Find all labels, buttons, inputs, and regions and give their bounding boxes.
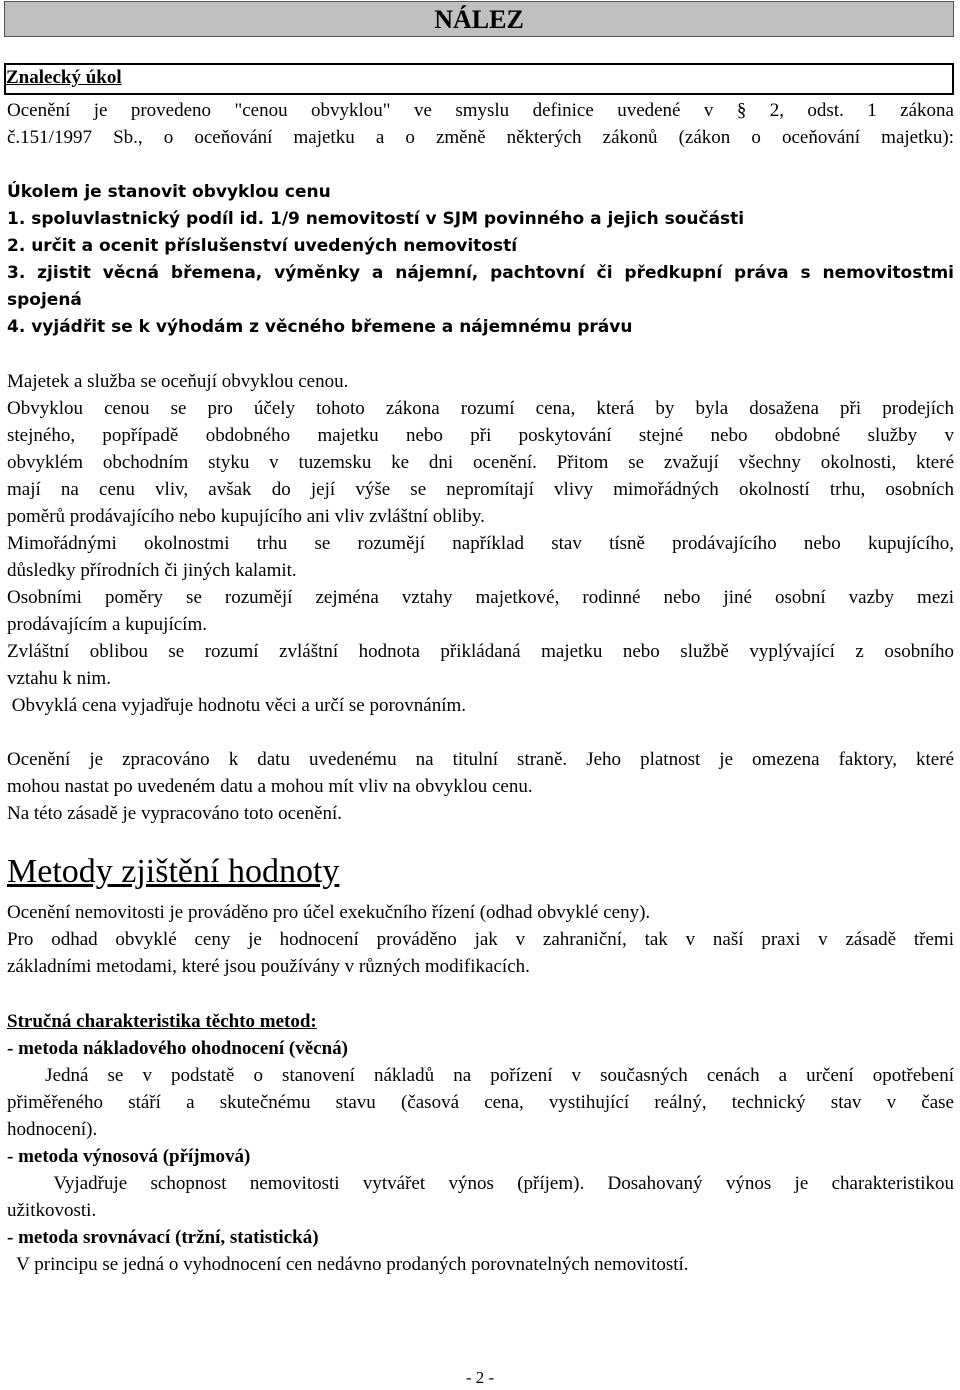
task-item-3-cont: spojená xyxy=(7,290,82,310)
body-line: Obvyklá cena vyjadřuje hodnotu věci a určí se porovnáním. xyxy=(7,695,467,716)
body-line: mohou nastat po uvedeném datu a mohou mít vliv na obvyklou cenu. xyxy=(7,776,533,797)
task-item-3: 3. zjistit věcná břemena, výměnky a nájemní, pachtovní či předkupní práva s nemovitostmi xyxy=(7,263,954,283)
income-method-title: - metoda výnosová (příjmová) xyxy=(7,1146,251,1167)
body-line: Majetek a služba se oceňují obvyklou cenou. xyxy=(7,371,349,392)
cost-method-title: - metoda nákladového ohodnocení (věcná) xyxy=(7,1038,348,1059)
body-line: Osobními poměry se rozumějí zejména vztahy majetkové, rodinné nebo jiné osobní vazby mezi xyxy=(7,587,954,608)
cost-method-line: hodnocení). xyxy=(7,1119,98,1140)
body-line: poměrů prodávajícího nebo kupujícího ani vliv zvláštní obliby. xyxy=(7,506,485,527)
intro-line-1: Ocenění je provedeno "cenou obvyklou" ve smyslu definice uvedené v § 2, odst. 1 zákona xyxy=(7,100,954,121)
cost-method-line: přiměřeného stáří a skutečnému stavu (časová cena, vystihující reálný, technický stav v čase xyxy=(7,1092,954,1113)
task-item-1: 1. spoluvlastnický podíl id. 1/9 nemovitostí v SJM povinného a jejich součásti xyxy=(7,209,745,229)
methods-subheading: Stručná charakteristika těchto metod: xyxy=(7,1011,317,1032)
cost-method-line: Jedná se v podstatě o stanovení nákladů na pořízení v současných cenách a určení opotřebení xyxy=(7,1065,954,1086)
page-title: NÁLEZ xyxy=(4,1,954,37)
body-line: Obvyklou cenou se pro účely tohoto zákona rozumí cena, která by byla dosažena při prodejích xyxy=(7,398,954,419)
intro-line-2: č.151/1997 Sb., o oceňování majetku a o změně některých zákonů (zákon o oceňování majetku): xyxy=(7,127,954,148)
page-number: - 2 - xyxy=(465,1368,495,1387)
body-line: vztahu k nim. xyxy=(7,668,111,689)
body-line: Zvláštní oblibou se rozumí zvláštní hodnota přikládaná majetku nebo službě vyplývající z osobního xyxy=(7,641,954,662)
body-line: Ocenění je zpracováno k datu uvedenému na titulní straně. Jeho platnost je omezena faktory, které xyxy=(7,749,954,770)
body-line: Mimořádnými okolnostmi trhu se rozumějí například stav tísně prodávajícího nebo kupujícího, xyxy=(7,533,954,554)
compare-method-line: V principu se jedná o vyhodnocení cen nedávno prodaných porovnatelných nemovitostí. xyxy=(7,1254,689,1275)
methods-line: základními metodami, které jsou používány v různých modifikacích. xyxy=(7,956,530,977)
body-line: důsledky přírodních či jiných kalamit. xyxy=(7,560,297,581)
task-heading: Znalecký úkol xyxy=(6,67,122,88)
task-heading-box xyxy=(4,63,954,95)
task-item-2: 2. určit a ocenit příslušenství uvedených nemovitostí xyxy=(7,236,518,256)
methods-heading: Metody zjištění hodnoty xyxy=(7,853,340,890)
income-method-line: užitkovosti. xyxy=(7,1200,97,1221)
income-method-line: Vyjadřuje schopnost nemovitosti vytvářet výnos (příjem). Dosahovaný výnos je charakteristikou xyxy=(7,1173,954,1194)
body-line: obvyklém obchodním styku v tuzemsku ke dni ocenění. Přitom se zvažují všechny okolnosti, které xyxy=(7,452,954,473)
body-line: mají na cenu vliv, avšak do její výše se nepromítají vlivy mimořádných okolností trhu, osobních xyxy=(7,479,954,500)
methods-line: Pro odhad obvyklé ceny je hodnocení prováděno jak v zahraniční, tak v naší praxi v zásadě třemi xyxy=(7,929,954,950)
body-line: stejného, popřípadě obdobného majetku nebo při poskytování stejné nebo obdobné služby v xyxy=(7,425,954,446)
compare-method-title: - metoda srovnávací (tržní, statistická) xyxy=(7,1227,319,1248)
goal-heading: Úkolem je stanovit obvyklou cenu xyxy=(7,182,331,202)
body-line: prodávajícím a kupujícím. xyxy=(7,614,207,635)
body-line: Na této zásadě je vypracováno toto ocenění. xyxy=(7,803,342,824)
methods-line: Ocenění nemovitosti je prováděno pro účel exekučního řízení (odhad obvyklé ceny). xyxy=(7,902,651,923)
task-item-4: 4. vyjádřit se k výhodám z věcného břemene a nájemnému právu xyxy=(7,317,633,337)
